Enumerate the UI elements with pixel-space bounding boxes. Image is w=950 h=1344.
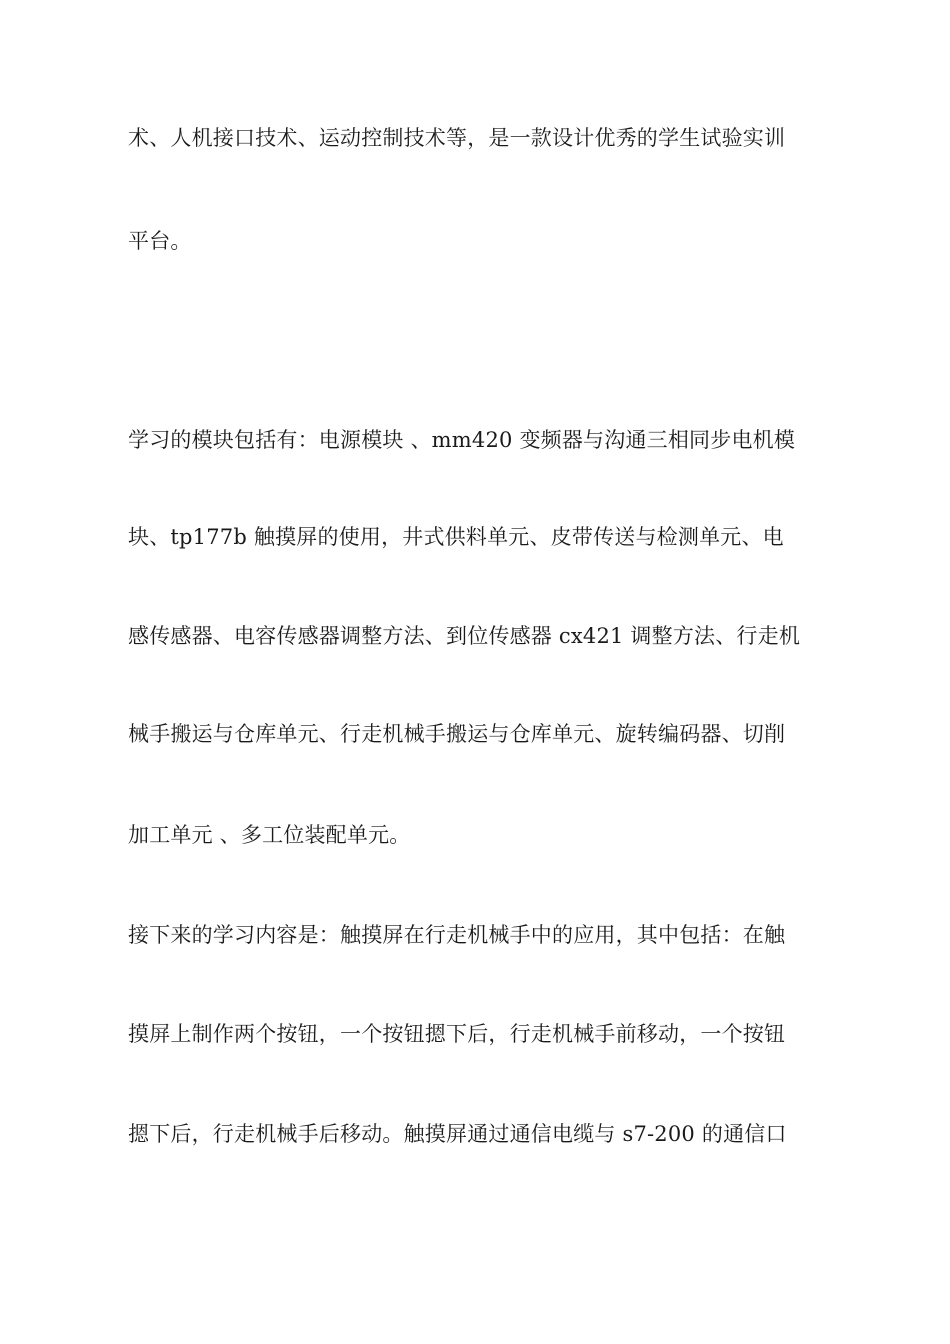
text-line: 平台。 bbox=[128, 229, 192, 253]
text-line: 加工单元 、多工位装配单元。 bbox=[128, 823, 411, 847]
text-line: 接下来的学习内容是：触摸屏在行走机械手中的应用，其中包括：在触 bbox=[128, 923, 786, 947]
text-line: 学习的模块包括有：电源模块 、mm420 变频器与沟通三相同步电机模 bbox=[128, 428, 796, 452]
text-line: 摁下后，行走机械手后移动。触摸屏通过通信电缆与 s7-200 的通信口 bbox=[128, 1122, 787, 1146]
text-line: 块、tp177b 触摸屏的使用，井式供料单元、皮带传送与检测单元、电 bbox=[128, 525, 784, 549]
text-line: 摸屏上制作两个按钮，一个按钮摁下后，行走机械手前移动，一个按钮 bbox=[128, 1022, 786, 1046]
text-line: 感传感器、电容传感器调整方法、到位传感器 cx421 调整方法、行走机 bbox=[128, 624, 801, 648]
text-line: 术、人机接口技术、运动控制技术等，是一款设计优秀的学生试验实训 bbox=[128, 126, 786, 150]
text-line: 械手搬运与仓库单元、行走机械手搬运与仓库单元、旋转编码器、切削 bbox=[128, 722, 786, 746]
